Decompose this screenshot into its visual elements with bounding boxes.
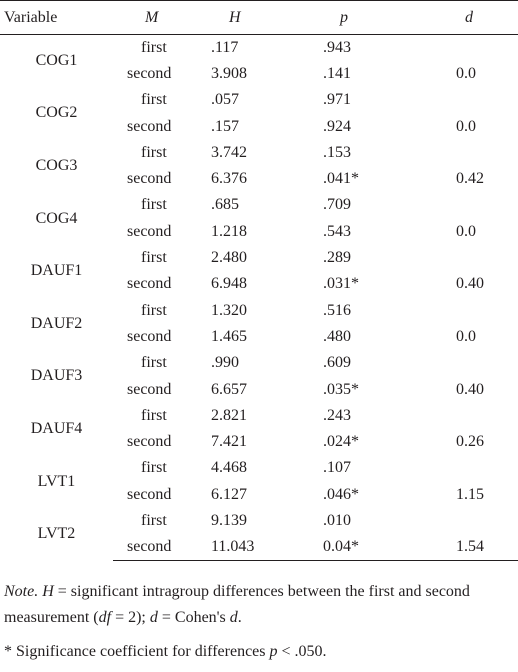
- measurement-first: first: [141, 301, 167, 319]
- h-value-first: 3.742: [211, 143, 247, 161]
- measurement-first: first: [141, 196, 167, 214]
- table-row: [0, 35, 518, 61]
- d-value: 0.40: [456, 275, 484, 293]
- p-value-first: .010: [323, 511, 351, 529]
- h-value-second: 1.465: [211, 327, 247, 345]
- p-value-second: .035*: [323, 380, 359, 398]
- p-value-second: .031*: [323, 275, 359, 293]
- h-value-second: 6.376: [211, 170, 247, 188]
- h-value-second: 6.657: [211, 380, 247, 398]
- note-text-4: .: [237, 609, 242, 626]
- measurement-first: first: [141, 91, 167, 109]
- variable-cell: COG3: [35, 156, 78, 174]
- significance-text-end: < .050.: [277, 643, 327, 660]
- d-value: 0.0: [456, 64, 476, 82]
- variable-cell: DAUF2: [30, 314, 83, 332]
- table-body: [0, 35, 518, 561]
- h-value-second: 7.421: [211, 433, 247, 451]
- h-value-first: .057: [211, 91, 239, 109]
- d-value: 0.40: [456, 380, 484, 398]
- d-value: 0.0: [456, 222, 476, 240]
- measurement-first: first: [141, 511, 167, 529]
- significance-text: * Significance coefficient for differences: [4, 643, 270, 660]
- h-value-first: .990: [211, 354, 239, 372]
- d-empty-cell: [416, 87, 518, 113]
- header-h: H: [201, 1, 321, 35]
- d-empty-cell: [416, 455, 518, 481]
- measurement-second: second: [127, 64, 172, 82]
- header-d: d: [416, 1, 518, 35]
- measurement-second: second: [127, 222, 172, 240]
- variable-cell: COG2: [35, 104, 78, 122]
- d-value: 0.26: [456, 433, 484, 451]
- note-label: Note.: [4, 583, 39, 600]
- table-row: [0, 403, 518, 429]
- table-row: [0, 297, 518, 323]
- note-text-3: = Cohen's: [157, 609, 230, 626]
- table-row: [0, 350, 518, 376]
- h-value-first: 2.480: [211, 249, 247, 267]
- d-empty-cell: [416, 508, 518, 534]
- d-empty-cell: [416, 350, 518, 376]
- d-empty-cell: [416, 35, 518, 61]
- table-row: [0, 508, 518, 534]
- note-d-symbol-end: d: [229, 609, 238, 626]
- note-d-symbol: d: [149, 609, 158, 626]
- h-value-first: .685: [211, 196, 239, 214]
- measurement-second: second: [127, 170, 172, 188]
- header-variable: Variable: [0, 1, 113, 35]
- table-row: [0, 140, 518, 166]
- p-value-second: .141: [323, 64, 351, 82]
- d-empty-cell: [416, 297, 518, 323]
- header-p: p: [321, 1, 416, 35]
- h-value-first: 1.320: [211, 301, 247, 319]
- d-value: 1.15: [456, 485, 484, 503]
- d-value: 0.0: [456, 327, 476, 345]
- d-value: 0.0: [456, 117, 476, 135]
- note-h-symbol: H: [42, 583, 54, 600]
- p-value-second: .024*: [323, 433, 359, 451]
- variable-cell: DAUF4: [30, 419, 83, 437]
- table-row: [0, 87, 518, 113]
- variable-cell: LVT2: [37, 525, 76, 543]
- header-m: M: [113, 1, 201, 35]
- d-empty-cell: [416, 245, 518, 271]
- measurement-first: first: [141, 459, 167, 477]
- measurement-second: second: [127, 433, 172, 451]
- header-row: [0, 1, 518, 35]
- d-value: 0.42: [456, 170, 484, 188]
- measurement-first: first: [141, 249, 167, 267]
- table-row: [0, 245, 518, 271]
- h-value-first: .117: [211, 38, 239, 56]
- h-value-second: 11.043: [201, 534, 321, 560]
- p-value-first: .289: [323, 249, 351, 267]
- table-row: [0, 455, 518, 481]
- variable-cell: COG1: [35, 52, 78, 70]
- h-value-first: 4.468: [211, 459, 247, 477]
- p-value-first: .971: [323, 91, 351, 109]
- p-value-first: .153: [323, 143, 351, 161]
- note-paragraph: [0, 579, 518, 631]
- h-value-second: 1.218: [211, 222, 247, 240]
- p-value-first: .943: [323, 38, 351, 56]
- d-value: 1.54: [416, 534, 518, 560]
- p-value-first: .709: [323, 196, 351, 214]
- measurement-first: first: [141, 406, 167, 424]
- measurement-second: second: [113, 534, 201, 560]
- measurement-second: second: [127, 380, 172, 398]
- h-value-second: 3.908: [211, 64, 247, 82]
- measurement-first: first: [141, 354, 167, 372]
- p-value-second: .543: [323, 222, 351, 240]
- p-value-first: .609: [323, 354, 351, 372]
- p-value-second: .041*: [323, 170, 359, 188]
- measurement-first: first: [141, 38, 167, 56]
- d-empty-cell: [416, 403, 518, 429]
- variable-cell: DAUF3: [30, 367, 83, 385]
- h-value-first: 9.139: [211, 511, 247, 529]
- note-df-symbol: df: [98, 609, 112, 626]
- p-value-second: 0.04*: [321, 534, 416, 560]
- d-empty-cell: [416, 140, 518, 166]
- d-empty-cell: [416, 192, 518, 218]
- note-text-2: = 2);: [111, 609, 150, 626]
- measurement-second: second: [127, 327, 172, 345]
- variable-cell: LVT1: [37, 472, 76, 490]
- significance-note: [0, 639, 518, 665]
- significance-p-symbol: p: [269, 643, 278, 660]
- h-value-first: 2.821: [211, 406, 247, 424]
- p-value-second: .046*: [323, 485, 359, 503]
- table-row: [0, 192, 518, 218]
- p-value-second: .480: [323, 327, 351, 345]
- p-value-first: .516: [323, 301, 351, 319]
- note-text-1: = significant intragroup differences between the first and second measurement (: [4, 583, 470, 626]
- h-value-second: 6.127: [211, 485, 247, 503]
- variable-cell: DAUF1: [30, 262, 83, 280]
- p-value-first: .243: [323, 406, 351, 424]
- measurement-second: second: [127, 485, 172, 503]
- p-value-second: .924: [323, 117, 351, 135]
- measurement-second: second: [127, 117, 172, 135]
- h-value-second: 6.948: [211, 275, 247, 293]
- measurement-first: first: [141, 143, 167, 161]
- table-notes: [0, 579, 518, 665]
- h-value-second: .157: [211, 117, 239, 135]
- variable-cell: COG4: [35, 209, 78, 227]
- measurement-second: second: [127, 275, 172, 293]
- p-value-first: .107: [323, 459, 351, 477]
